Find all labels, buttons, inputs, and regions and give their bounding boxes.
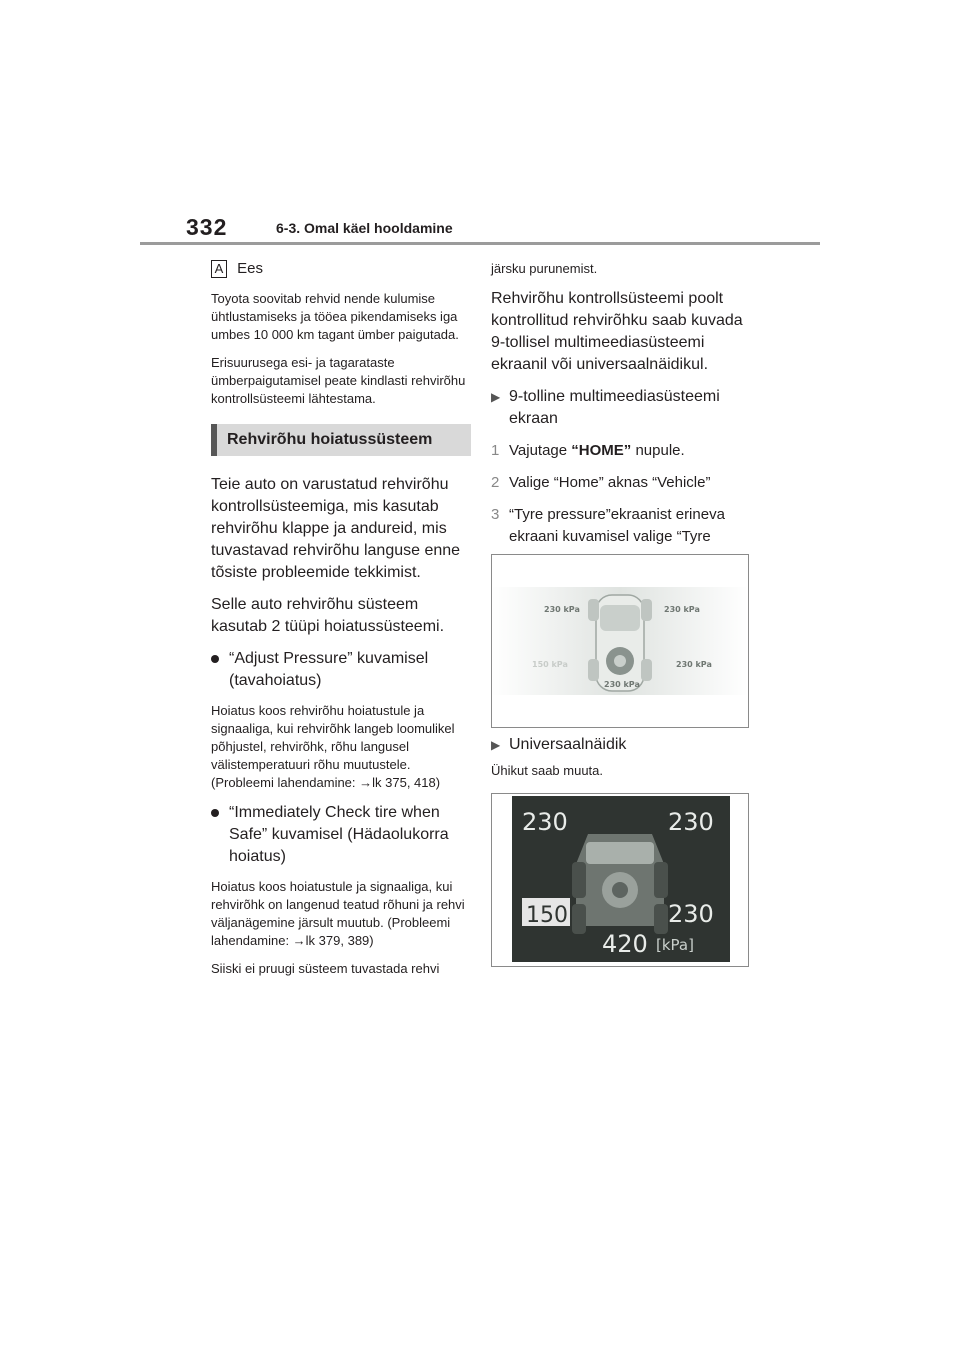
left-column: [211, 260, 471, 988]
unit-note: Ühikut saab muuta.: [491, 763, 604, 778]
rl-pressure-label: 150 kPa: [532, 660, 568, 669]
label-a-title: Ees: [237, 260, 264, 277]
step-2: [491, 472, 753, 494]
limitation-text: Siiski ei pruugi süsteem tuvastada rehvi: [211, 961, 440, 977]
subheading-multimedia: [491, 386, 753, 430]
meter-tire-pressure-figure: [491, 793, 749, 967]
fl-pressure-value: 230: [522, 808, 568, 836]
step-number: 3: [491, 506, 500, 523]
rl-pressure-value: 150: [526, 903, 568, 928]
meter-screen-illustration: [492, 794, 748, 966]
step-text-part: nupule.: [631, 442, 685, 459]
continuation-text: järsku purunemist.: [491, 261, 598, 276]
triangle-right-icon: ▶: [491, 738, 501, 752]
step-text: “Tyre pressure”ekraanist erineva ekraani kuvamisel valige “Tyre: [509, 506, 725, 545]
bullet-adjust-pressure: [211, 648, 471, 692]
chapter-title: 6-3. Omal käel hooldamine: [276, 220, 453, 236]
reset-paragraph: Erisuurusega esi- ja tagarataste ümberpaigutamisel peate kindlasti rehvirõhu kontrollsüsteemi lähtestama.: [211, 355, 466, 407]
bullet-text: “Adjust Pressure” kuvamisel (tavahoiatus): [229, 650, 429, 690]
subheading-text: 9-tolline multimeediasüsteemi ekraan: [509, 388, 720, 427]
step-1: [491, 440, 753, 462]
car-top-view-icon: [588, 595, 652, 691]
fr-pressure-value: 230: [668, 808, 714, 836]
section-title: Rehvirõhu hoiatussüsteem: [227, 431, 433, 449]
step-number: 1: [491, 442, 500, 459]
step-text: Valige “Home” aknas “Vehicle”: [509, 474, 711, 491]
bullet-dot-icon: [211, 802, 229, 868]
system-types: Selle auto rehvirõhu süsteem kasutab 2 tüüpi hoiatussüsteemi.: [211, 596, 445, 636]
fr-pressure-label: 230 kPa: [664, 605, 700, 614]
right-column: [491, 260, 753, 580]
car-rear-view-icon: [572, 834, 668, 934]
spare-pressure-value: 420: [602, 930, 648, 958]
section-heading: [211, 424, 471, 456]
triangle-right-icon: ▶: [491, 390, 501, 404]
subheading-meter: [491, 734, 753, 756]
home-button-name: “HOME”: [571, 442, 632, 459]
display-intro: Rehvirõhu kontrollsüsteemi poolt kontrollitud rehvirõhku saab kuvada 9-tollisel multimeediasüsteemi ekraanil või universaalnäidikul.: [491, 290, 743, 373]
subheading-text: Universaalnäidik: [509, 736, 627, 753]
pressure-unit: [kPa]: [656, 936, 694, 954]
label-a-row: [211, 260, 471, 278]
spare-pressure-label: 230 kPa: [604, 680, 640, 689]
multimedia-tire-pressure-figure: [491, 554, 749, 728]
page-number: 332: [186, 214, 228, 240]
label-a-box: A: [211, 260, 227, 278]
multimedia-screen-illustration: [492, 555, 748, 727]
header-rule: [140, 242, 820, 245]
step-text: [509, 440, 685, 462]
rr-pressure-value: 230: [668, 900, 714, 928]
step-text-part: Vajutage: [509, 442, 572, 459]
bullet-text: “Immediately Check tire when Safe” kuvamisel (Hädaolukorra hoiatus): [229, 804, 449, 866]
bullet-immediately-check: [211, 802, 471, 868]
bullet-dot-icon: [211, 648, 229, 692]
step-number: 2: [491, 474, 500, 491]
rr-pressure-label: 230 kPa: [676, 660, 712, 669]
normal-warning-text: Hoiatus koos rehvirõhu hoiatustule ja signaaliga, kui rehvirõhk langeb loomulikel põhjustel, rehvirõhk, rõhu langusel välistemperatuuri rõhu muutustele. (Probleemi lahendamine: →lk 375, 418): [211, 703, 455, 791]
rotation-paragraph: Toyota soovitab rehvid nende kulumise ühtlustamiseks ja tööea pikendamiseks iga umbes 10 000 km tagant ümber paigutada.: [211, 291, 459, 343]
fl-pressure-label: 230 kPa: [544, 605, 580, 614]
system-intro: Teie auto on varustatud rehvirõhu kontrollsüsteemiga, mis kasutab rehvirõhu klappe ja andureid, mis tuvastavad rehvirõhu languse enne tõsiste probleemide tekkimist.: [211, 476, 461, 582]
emergency-warning-text: Hoiatus koos hoiatustule ja signaaliga, kui rehvirõhk on langenud teatud rõhuni ja rehvi väljanägemine järsult muutub. (Probleemi lahendamine: →lk 379, 389): [211, 879, 465, 949]
